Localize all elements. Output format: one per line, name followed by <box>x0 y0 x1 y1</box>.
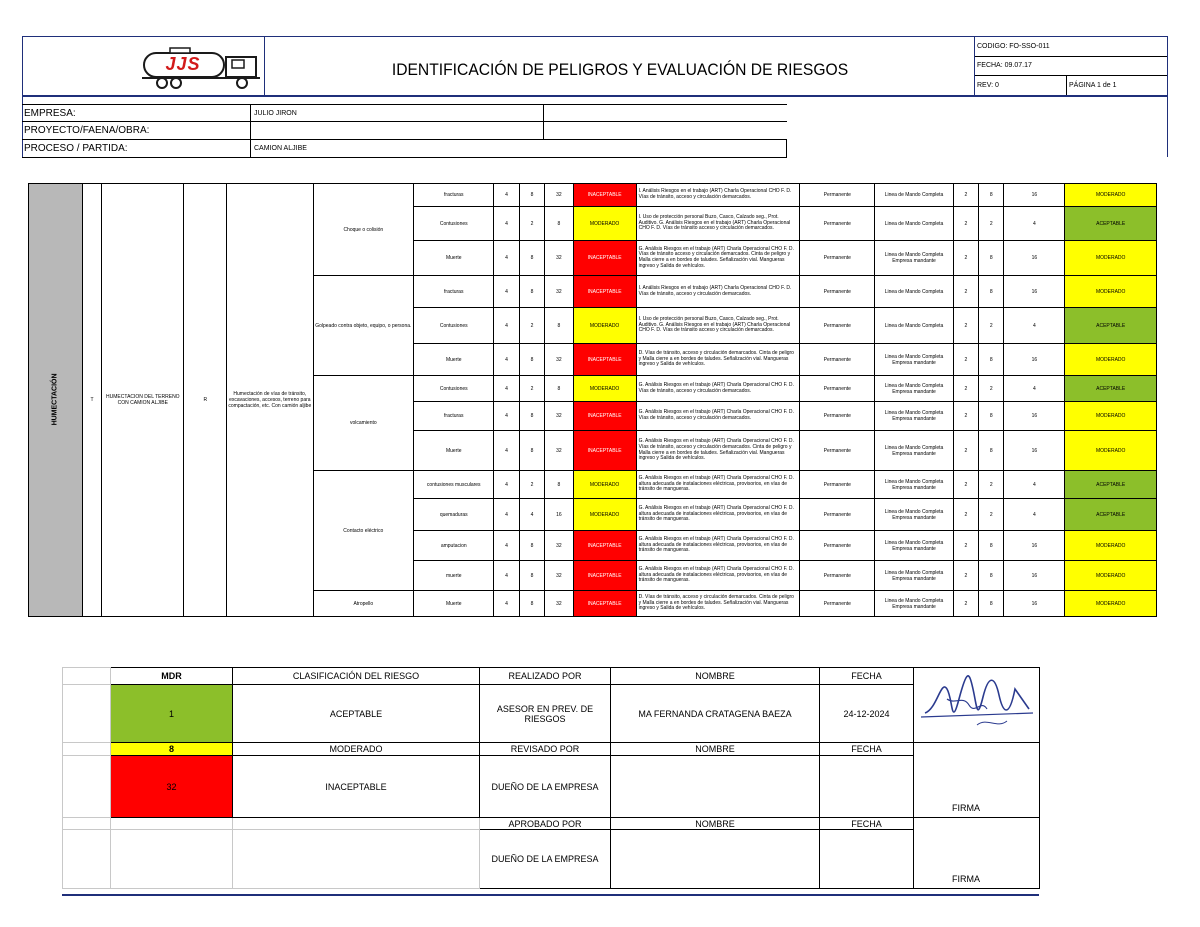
jerarquia-cell: Linea de Mando Completa Empresa mandante <box>875 344 953 376</box>
magnitud-residual-cell: 16 <box>1004 591 1065 617</box>
severidad-residual-cell: 8 <box>979 276 1004 308</box>
control-cell: G. Análisis Riesgos en el trabajo (ART) Charla Operacional CHO F. D. Vías de tránsito, acceso y circulación demarcados. Cinta de peligro y Malla cierre a en bordes de taludes. Señalización vial. Mangueras ingreso y Salida de vehículos. <box>636 431 800 471</box>
severidad-residual-cell: 8 <box>979 184 1004 207</box>
logo-text: JJS <box>165 54 201 74</box>
realizado-nombre: MA FERNANDA CRATAGENA BAEZA <box>611 685 820 743</box>
clasificacion-residual-cell: ACEPTABLE <box>1065 376 1157 402</box>
control-cell: G. Análisis Riesgos en el trabajo (ART) Charla Operacional CHO F. D. Vías de tránsito acceso y circulación demarcados. Cinta de peligro y Malla cierre a en bordes de taludes. Señalización vial. Mangueras ingreso y Salida de vehículos. <box>636 241 800 276</box>
page-title: IDENTIFICACIÓN DE PELIGROS Y EVALUACIÓN DE RIESGOS <box>391 60 849 79</box>
firma-1: FIRMA <box>914 743 1040 818</box>
peligro-cell: Atropello <box>313 591 414 617</box>
severidad-cell: 2 <box>519 471 544 499</box>
severidad-cell: 8 <box>519 402 544 431</box>
severidad-residual-cell: 2 <box>979 207 1004 241</box>
area-cell <box>29 184 83 617</box>
empresa-label: EMPRESA: <box>24 108 76 119</box>
probabilidad-residual-cell: 2 <box>953 376 978 402</box>
clasificacion-residual-cell: ACEPTABLE <box>1065 308 1157 344</box>
magnitud-cell: 32 <box>545 561 573 591</box>
realizado-value: ASESOR EN PREV. DE RIESGOS <box>480 685 611 743</box>
peligro-cell: Golpeado contra objeto, equipo, o persona. <box>313 276 414 376</box>
magnitud-residual-cell: 4 <box>1004 207 1065 241</box>
summary-table <box>62 667 1040 889</box>
magnitud-residual-cell: 4 <box>1004 376 1065 402</box>
probabilidad-residual-cell: 2 <box>953 402 978 431</box>
area-label: HUMECTACIÓN <box>51 373 59 426</box>
clasificacion-cell: INACEPTABLE <box>573 241 636 276</box>
responsable-cell: Permanente <box>800 241 875 276</box>
actividad-cell: HUMECTACION DEL TERRENO CON CAMION ALJIBE <box>102 184 184 617</box>
probabilidad-residual-cell: 2 <box>953 561 978 591</box>
magnitud-cell: 8 <box>545 207 573 241</box>
jerarquia-cell: Linea de Mando Completa <box>875 276 953 308</box>
level-3-value: 32 <box>111 756 233 818</box>
severidad-residual-cell: 2 <box>979 499 1004 531</box>
info-line-1 <box>22 121 787 122</box>
probabilidad-cell: 4 <box>494 376 519 402</box>
clasificacion-cell: MODERADO <box>573 471 636 499</box>
meta-line-3 <box>1066 76 1067 95</box>
proceso-label: PROCESO / PARTIDA: <box>24 143 128 154</box>
severidad-cell: 8 <box>519 531 544 561</box>
clasificacion-cell: INACEPTABLE <box>573 591 636 617</box>
responsable-cell: Permanente <box>800 376 875 402</box>
clasificacion-residual-cell: ACEPTABLE <box>1065 499 1157 531</box>
meta-divider <box>974 36 975 96</box>
control-cell: I. Análisis Riesgos en el trabajo (ART) Charla Operacional CHO F. D. Vías de tránsito, acceso y circulación demarcados. <box>636 276 800 308</box>
responsable-cell: Permanente <box>800 471 875 499</box>
probabilidad-cell: 4 <box>494 276 519 308</box>
clasificacion-residual-cell: MODERADO <box>1065 276 1157 308</box>
clasificacion-cell: MODERADO <box>573 499 636 531</box>
probabilidad-residual-cell: 2 <box>953 531 978 561</box>
probabilidad-residual-cell: 2 <box>953 308 978 344</box>
consecuencia-cell: Contusiones <box>414 376 494 402</box>
magnitud-residual-cell: 4 <box>1004 308 1065 344</box>
probabilidad-residual-cell: 2 <box>953 276 978 308</box>
probabilidad-cell: 4 <box>494 241 519 276</box>
magnitud-residual-cell: 4 <box>1004 499 1065 531</box>
magnitud-cell: 8 <box>545 308 573 344</box>
consecuencia-cell: Muerte <box>414 431 494 471</box>
fecha-header-1: FECHA <box>820 668 914 685</box>
mdr-header: MDR <box>111 668 233 685</box>
jerarquia-cell: Linea de Mando Completa Empresa mandante <box>875 591 953 617</box>
severidad-cell: 8 <box>519 561 544 591</box>
empresa-value: JULIO JIRON <box>254 110 297 117</box>
magnitud-cell: 32 <box>545 431 573 471</box>
realizado-header: REALIZADO POR <box>480 668 611 685</box>
fecha-label: FECHA: 09.07.17 <box>977 62 1032 69</box>
clasificacion-cell: INACEPTABLE <box>573 276 636 308</box>
clasificacion-residual-cell: MODERADO <box>1065 184 1157 207</box>
severidad-residual-cell: 2 <box>979 376 1004 402</box>
clasificacion-residual-cell: MODERADO <box>1065 531 1157 561</box>
control-cell: D. Vías de tránsito, acceso y circulación demarcados. Cinta de peligro y Malla cierre a en bordes de taludes. Señalización vial. Mangueras ingreso y Salida de vehículos. <box>636 344 800 376</box>
info-divider-3 <box>786 139 787 157</box>
jerarquia-cell: Linea de Mando Completa Empresa mandante <box>875 431 953 471</box>
descripcion-cell: Humectación de vías de tránsito, excavaciones, accesos, terreno para compactación, etc. Con camión aljibe <box>227 184 313 617</box>
probabilidad-residual-cell: 2 <box>953 499 978 531</box>
control-cell: G. Análisis Riesgos en el trabajo (ART) Charla Operacional CHO F. D. altura adecuada de instalaciones eléctricas, provisorios, en vías de tránsito de mangueras. <box>636 499 800 531</box>
severidad-residual-cell: 8 <box>979 531 1004 561</box>
aprobado-value: DUEÑO DE LA EMPRESA <box>480 830 611 889</box>
probabilidad-cell: 4 <box>494 531 519 561</box>
consecuencia-cell: fracturas <box>414 184 494 207</box>
clasificacion-residual-cell: MODERADO <box>1065 344 1157 376</box>
consecuencia-cell: Muerte <box>414 241 494 276</box>
consecuencia-cell: contusiones musculares <box>414 471 494 499</box>
summary-bottom-border <box>62 894 1039 896</box>
severidad-residual-cell: 8 <box>979 402 1004 431</box>
nombre-header-2: NOMBRE <box>611 743 820 756</box>
pagina-label: PÁGINA 1 de 1 <box>1069 82 1117 89</box>
control-cell: G. Análisis Riesgos en el trabajo (ART) Charla Operacional CHO F. D. Vías de tránsito, acceso y circulación demarcados. <box>636 376 800 402</box>
severidad-residual-cell: 8 <box>979 431 1004 471</box>
firma-2: FIRMA <box>914 818 1040 889</box>
clasificacion-cell: MODERADO <box>573 308 636 344</box>
probabilidad-cell: 4 <box>494 591 519 617</box>
magnitud-cell: 16 <box>545 499 573 531</box>
probabilidad-cell: 4 <box>494 184 519 207</box>
severidad-cell: 8 <box>519 276 544 308</box>
clasificacion-residual-cell: MODERADO <box>1065 591 1157 617</box>
severidad-cell: 2 <box>519 207 544 241</box>
jerarquia-cell: Linea de Mando Completa <box>875 308 953 344</box>
consecuencia-cell: fracturas <box>414 402 494 431</box>
probabilidad-cell: 4 <box>494 471 519 499</box>
consecuencia-cell: muerte <box>414 561 494 591</box>
severidad-residual-cell: 8 <box>979 344 1004 376</box>
magnitud-cell: 8 <box>545 376 573 402</box>
severidad-residual-cell: 8 <box>979 591 1004 617</box>
probabilidad-cell: 4 <box>494 207 519 241</box>
info-divider <box>250 104 251 157</box>
jerarquia-cell: Linea de Mando Completa <box>875 184 953 207</box>
severidad-cell: 8 <box>519 184 544 207</box>
probabilidad-residual-cell: 2 <box>953 241 978 276</box>
responsable-cell: Permanente <box>800 276 875 308</box>
probabilidad-cell: 4 <box>494 431 519 471</box>
severidad-residual-cell: 2 <box>979 471 1004 499</box>
jerarquia-cell: Linea de Mando Completa Empresa mandante <box>875 402 953 431</box>
control-cell: I. Análisis Riesgos en el trabajo (ART) Charla Operacional CHO F. D. Vías de tránsito, acceso y circulación demarcados. <box>636 184 800 207</box>
peligro-cell: Choque o colisión <box>313 184 414 276</box>
fecha-header-3: FECHA <box>820 818 914 830</box>
jerarquia-cell: Linea de Mando Completa Empresa mandante <box>875 376 953 402</box>
proyecto-label: PROYECTO/FAENA/OBRA: <box>24 125 150 136</box>
consecuencia-cell: Muerte <box>414 591 494 617</box>
clasificacion-cell: INACEPTABLE <box>573 561 636 591</box>
aprobado-header: APROBADO POR <box>480 818 611 830</box>
control-cell: G. Análisis Riesgos en el trabajo (ART) Charla Operacional CHO F. D. altura adecuada de instalaciones eléctricas, provisorios, en vías de tránsito de mangueras. <box>636 471 800 499</box>
info-divider-2 <box>543 104 544 140</box>
signature-cell <box>914 668 1040 743</box>
magnitud-residual-cell: 4 <box>1004 471 1065 499</box>
severidad-cell: 8 <box>519 241 544 276</box>
clasificacion-residual-cell: MODERADO <box>1065 402 1157 431</box>
clasificacion-cell: MODERADO <box>573 207 636 241</box>
magnitud-cell: 32 <box>545 276 573 308</box>
consecuencia-cell: Contusiones <box>414 308 494 344</box>
magnitud-cell: 32 <box>545 241 573 276</box>
magnitud-cell: 32 <box>545 591 573 617</box>
severidad-residual-cell: 8 <box>979 241 1004 276</box>
clasificacion-cell: INACEPTABLE <box>573 531 636 561</box>
responsable-cell: Permanente <box>800 431 875 471</box>
probabilidad-cell: 4 <box>494 344 519 376</box>
nombre-header-3: NOMBRE <box>611 818 820 830</box>
magnitud-cell: 32 <box>545 184 573 207</box>
magnitud-cell: 32 <box>545 344 573 376</box>
magnitud-cell: 32 <box>545 402 573 431</box>
severidad-residual-cell: 8 <box>979 561 1004 591</box>
control-cell: G. Análisis Riesgos en el trabajo (ART) Charla Operacional CHO F. D. altura adecuada de instalaciones eléctricas, provisorios, en vías de tránsito de mangueras. <box>636 561 800 591</box>
responsable-cell: Permanente <box>800 402 875 431</box>
fecha-header-2: FECHA <box>820 743 914 756</box>
responsable-cell: Permanente <box>800 531 875 561</box>
probabilidad-residual-cell: 2 <box>953 184 978 207</box>
clasificacion-residual-cell: ACEPTABLE <box>1065 471 1157 499</box>
consecuencia-cell: amputacion <box>414 531 494 561</box>
probabilidad-cell: 4 <box>494 402 519 431</box>
clasificacion-cell: INACEPTABLE <box>573 431 636 471</box>
header-bottom-border <box>22 95 1168 97</box>
info-line-2 <box>22 139 787 140</box>
header-right-border <box>1167 36 1168 157</box>
magnitud-residual-cell: 16 <box>1004 184 1065 207</box>
magnitud-cell: 8 <box>545 471 573 499</box>
probabilidad-residual-cell: 2 <box>953 431 978 471</box>
clasificacion-cell: INACEPTABLE <box>573 344 636 376</box>
jerarquia-cell: Linea de Mando Completa <box>875 207 953 241</box>
clasif-header: CLASIFICACIÓN DEL RIESGO <box>233 668 480 685</box>
clasificacion-residual-cell: MODERADO <box>1065 561 1157 591</box>
magnitud-cell: 32 <box>545 531 573 561</box>
probabilidad-residual-cell: 2 <box>953 207 978 241</box>
jerarquia-cell: Linea de Mando Completa Empresa mandante <box>875 241 953 276</box>
clasificacion-residual-cell: MODERADO <box>1065 431 1157 471</box>
severidad-cell: 8 <box>519 431 544 471</box>
severidad-cell: 2 <box>519 376 544 402</box>
jerarquia-cell: Linea de Mando Completa Empresa mandante <box>875 561 953 591</box>
responsable-cell: Permanente <box>800 499 875 531</box>
meta-line-2 <box>975 75 1167 76</box>
probabilidad-cell: 4 <box>494 308 519 344</box>
magnitud-residual-cell: 16 <box>1004 561 1065 591</box>
clasificacion-cell: INACEPTABLE <box>573 402 636 431</box>
magnitud-residual-cell: 16 <box>1004 431 1065 471</box>
peligro-cell: Contacto eléctrico <box>313 471 414 591</box>
magnitud-residual-cell: 16 <box>1004 241 1065 276</box>
proceso-value: CAMION ALJIBE <box>254 145 307 152</box>
info-line-3 <box>22 157 787 158</box>
magnitud-residual-cell: 16 <box>1004 276 1065 308</box>
clasificacion-cell: INACEPTABLE <box>573 184 636 207</box>
probabilidad-cell: 4 <box>494 561 519 591</box>
severidad-residual-cell: 2 <box>979 308 1004 344</box>
meta-line-1 <box>975 56 1167 57</box>
magnitud-residual-cell: 16 <box>1004 402 1065 431</box>
info-line-0 <box>22 104 787 105</box>
level-1-value: 1 <box>111 685 233 743</box>
codigo-label: CODIGO: FO-SSO-011 <box>977 43 1050 50</box>
probabilidad-residual-cell: 2 <box>953 344 978 376</box>
responsable-cell: Permanente <box>800 561 875 591</box>
tipo-cell: T <box>82 184 101 617</box>
severidad-cell: 2 <box>519 308 544 344</box>
severidad-cell: 8 <box>519 591 544 617</box>
responsable-cell: Permanente <box>800 207 875 241</box>
control-cell: G. Análisis Riesgos en el trabajo (ART) Charla Operacional CHO F. D. Vías de tránsito, acceso y circulación demarcados. <box>636 402 800 431</box>
jerarquia-cell: Linea de Mando Completa Empresa mandante <box>875 471 953 499</box>
level-2-value: 8 <box>111 743 233 756</box>
jerarquia-cell: Linea de Mando Completa Empresa mandante <box>875 499 953 531</box>
responsable-cell: Permanente <box>800 344 875 376</box>
probabilidad-residual-cell: 2 <box>953 591 978 617</box>
company-logo <box>140 45 265 90</box>
control-cell: I. Uso de protección personal Buzo, Casco, Calzado seg., Prot. Auditivo. G. Análisis Riesgos en el trabajo (ART) Charla Operacional CHO F. D. Vías de tránsito acceso y circulación demarcados. <box>636 308 800 344</box>
revisado-value: DUEÑO DE LA EMPRESA <box>480 756 611 818</box>
rutina-cell: R <box>184 184 227 617</box>
severidad-cell: 8 <box>519 344 544 376</box>
probabilidad-residual-cell: 2 <box>953 471 978 499</box>
responsable-cell: Permanente <box>800 591 875 617</box>
consecuencia-cell: Contusiones <box>414 207 494 241</box>
clasificacion-residual-cell: ACEPTABLE <box>1065 207 1157 241</box>
rev-label: REV: 0 <box>977 82 999 89</box>
control-cell: I. Uso de protección personal Buzo, Casco, Calzado seg., Prot. Auditivo. G. Análisis Riesgos en el trabajo (ART) Charla Operacional CHO F. D. Vías de tránsito acceso y circulación demarcados. <box>636 207 800 241</box>
magnitud-residual-cell: 16 <box>1004 531 1065 561</box>
responsable-cell: Permanente <box>800 184 875 207</box>
control-cell: D. Vías de tránsito, acceso y circulación demarcados. Cinta de peligro y Malla cierre a en bordes de taludes. Señalización vial. Mangueras ingreso y Salida de vehículos. <box>636 591 800 617</box>
consecuencia-cell: quemaduras <box>414 499 494 531</box>
header-top-border <box>22 36 1168 37</box>
risk-table <box>28 183 1157 617</box>
level-1-label: ACEPTABLE <box>233 685 480 743</box>
risk-row <box>29 184 1157 207</box>
responsable-cell: Permanente <box>800 308 875 344</box>
control-cell: G. Análisis Riesgos en el trabajo (ART) Charla Operacional CHO F. D. altura adecuada de instalaciones eléctricas, provisorios, en vías de tránsito de mangueras. <box>636 531 800 561</box>
nombre-header-1: NOMBRE <box>611 668 820 685</box>
level-3-label: INACEPTABLE <box>233 756 480 818</box>
signature-image <box>917 669 1037 739</box>
revisado-header: REVISADO POR <box>480 743 611 756</box>
level-2-label: MODERADO <box>233 743 480 756</box>
consecuencia-cell: fracturas <box>414 276 494 308</box>
clasificacion-residual-cell: MODERADO <box>1065 241 1157 276</box>
probabilidad-cell: 4 <box>494 499 519 531</box>
clasificacion-cell: MODERADO <box>573 376 636 402</box>
realizado-fecha: 24-12-2024 <box>820 685 914 743</box>
jerarquia-cell: Linea de Mando Completa Empresa mandante <box>875 531 953 561</box>
severidad-cell: 4 <box>519 499 544 531</box>
peligro-cell: volcamiento <box>313 376 414 471</box>
consecuencia-cell: Muerte <box>414 344 494 376</box>
magnitud-residual-cell: 16 <box>1004 344 1065 376</box>
